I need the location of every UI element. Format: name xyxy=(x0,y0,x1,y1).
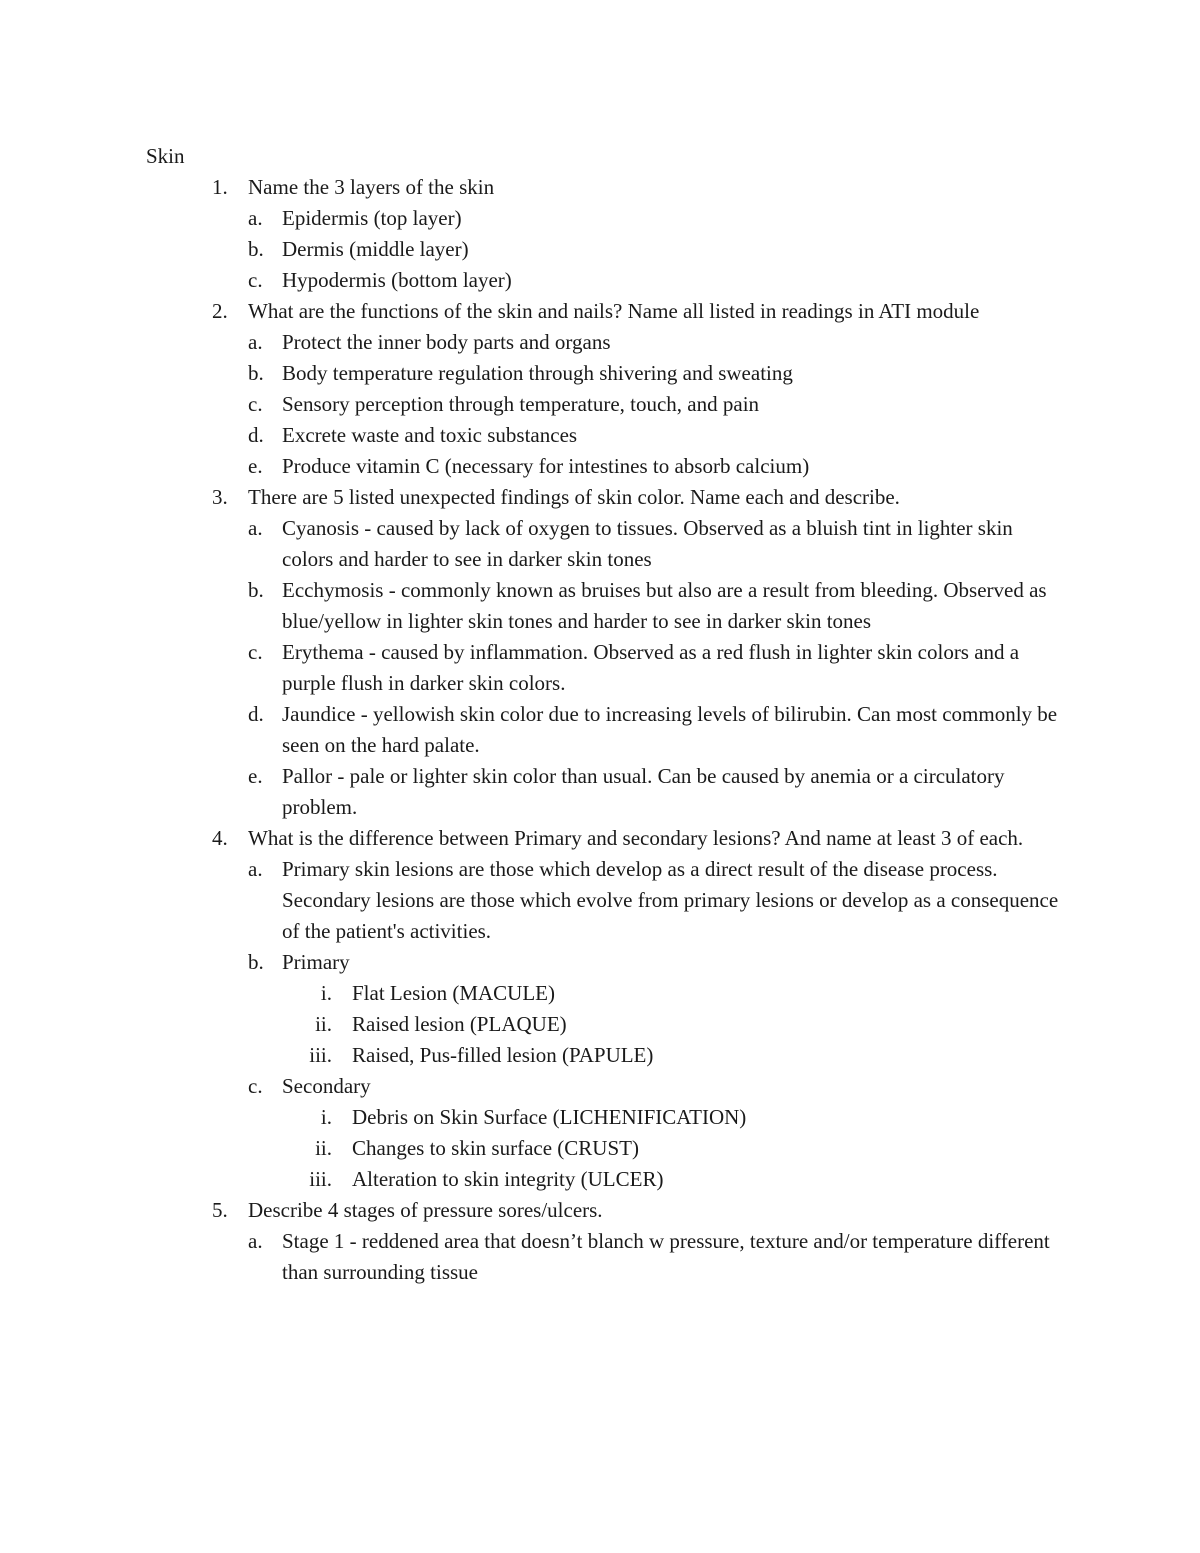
answer-text: Primary xyxy=(282,950,350,974)
answer-item xyxy=(0,854,1062,947)
answer-item xyxy=(0,265,1062,296)
answer-letter: a. xyxy=(248,206,263,230)
answer-letter: a. xyxy=(248,857,263,881)
document-title: Skin xyxy=(146,144,185,168)
answer-item xyxy=(0,1226,1062,1288)
sub-item-numeral: i. xyxy=(320,1105,332,1129)
answer-letter: a. xyxy=(248,516,263,540)
answer-text: Excrete waste and toxic substances xyxy=(282,423,578,447)
sub-item-text: Flat Lesion (MACULE) xyxy=(352,981,555,1005)
question-number: 2. xyxy=(212,299,228,323)
question-4 xyxy=(0,823,1058,854)
answer-text: Jaundice - yellowish skin color due to increasing levels of bilirubin. Can most commonly be seen on the hard palate. xyxy=(282,702,1058,757)
answer-text: Pallor - pale or lighter skin color than usual. Can be caused by anemia or a circulatory problem. xyxy=(282,764,1005,819)
answer-text: Sensory perception through temperature, touch, and pain xyxy=(282,392,760,416)
answer-letter: a. xyxy=(248,1229,263,1253)
sub-item xyxy=(0,1164,1052,1195)
answer-item xyxy=(0,420,1062,451)
answer-text: Epidermis (top layer) xyxy=(282,206,462,230)
sub-item xyxy=(0,1102,1052,1133)
answer-item xyxy=(0,575,1062,637)
question-list xyxy=(0,172,1200,1288)
question-text: There are 5 listed unexpected findings of skin color. Name each and describe. xyxy=(248,485,900,509)
question-number: 4. xyxy=(212,826,228,850)
question-text: Describe 4 stages of pressure sores/ulcers. xyxy=(248,1198,603,1222)
answer-text: Stage 1 - reddened area that doesn’t blanch w pressure, texture and/or temperature different than surrounding tissue xyxy=(282,1229,1050,1284)
answer-letter: b. xyxy=(248,950,264,974)
answer-text: Secondary xyxy=(282,1074,371,1098)
answer-item xyxy=(0,513,1062,575)
sub-item xyxy=(0,1040,1052,1071)
answer-text: Cyanosis - caused by lack of oxygen to tissues. Observed as a bluish tint in lighter skin colors and harder to see in darker skin tones xyxy=(282,516,1013,571)
answer-text: Body temperature regulation through shivering and sweating xyxy=(282,361,793,385)
sub-item-numeral: ii. xyxy=(315,1136,332,1160)
sub-item-numeral: iii. xyxy=(309,1043,332,1067)
answer-letter: c. xyxy=(248,1074,263,1098)
answer-text: Protect the inner body parts and organs xyxy=(282,330,611,354)
answer-item xyxy=(0,358,1062,389)
answer-text: Erythema - caused by inflammation. Observed as a red flush in lighter skin colors and a purple flush in darker skin colors. xyxy=(282,640,1020,695)
answer-letter: e. xyxy=(248,454,263,478)
sub-item xyxy=(0,1009,1052,1040)
question-number: 3. xyxy=(212,485,228,509)
answer-item xyxy=(0,451,1062,482)
question-number: 1. xyxy=(212,175,228,199)
sub-item xyxy=(0,1133,1052,1164)
answer-letter: d. xyxy=(248,702,264,726)
answer-letter: c. xyxy=(248,640,263,664)
sub-item-numeral: iii. xyxy=(309,1167,332,1191)
answer-text: Hypodermis (bottom layer) xyxy=(282,268,512,292)
answer-letter: b. xyxy=(248,578,264,602)
sub-item-text: Changes to skin surface (CRUST) xyxy=(352,1136,639,1160)
answer-item xyxy=(0,234,1062,265)
question-3 xyxy=(0,482,1058,513)
question-text: Name the 3 layers of the skin xyxy=(248,175,495,199)
sub-item-text: Raised lesion (PLAQUE) xyxy=(352,1012,567,1036)
answer-item xyxy=(0,761,1062,823)
answer-item xyxy=(0,389,1062,420)
question-2 xyxy=(0,296,1058,327)
question-text: What is the difference between Primary and secondary lesions? And name at least 3 of each. xyxy=(248,826,1024,850)
sub-item-text: Alteration to skin integrity (ULCER) xyxy=(352,1167,664,1191)
question-1 xyxy=(0,172,1058,203)
sub-item xyxy=(0,978,1052,1009)
answer-item xyxy=(0,947,1062,978)
question-number: 5. xyxy=(212,1198,228,1222)
question-text: What are the functions of the skin and nails? Name all listed in readings in ATI module xyxy=(248,299,980,323)
answer-letter: c. xyxy=(248,268,263,292)
answer-letter: a. xyxy=(248,330,263,354)
answer-item xyxy=(0,1071,1062,1102)
answer-item xyxy=(0,637,1062,699)
answer-letter: c. xyxy=(248,392,263,416)
answer-letter: d. xyxy=(248,423,264,447)
answer-text: Primary skin lesions are those which develop as a direct result of the disease process. Secondary lesions are those which evolve from primary lesions or develop as a consequence of the patient's activities. xyxy=(282,857,1059,943)
answer-item xyxy=(0,203,1062,234)
answer-item xyxy=(0,699,1062,761)
sub-item-text: Raised, Pus-filled lesion (PAPULE) xyxy=(352,1043,654,1067)
sub-item-numeral: i. xyxy=(320,981,332,1005)
answer-text: Dermis (middle layer) xyxy=(282,237,469,261)
sub-item-text: Debris on Skin Surface (LICHENIFICATION) xyxy=(352,1105,747,1129)
answer-letter: b. xyxy=(248,237,264,261)
answer-letter: b. xyxy=(248,361,264,385)
answer-text: Produce vitamin C (necessary for intestines to absorb calcium) xyxy=(282,454,810,478)
question-5 xyxy=(0,1195,1058,1226)
answer-letter: e. xyxy=(248,764,263,788)
answer-text: Ecchymosis - commonly known as bruises but also are a result from bleeding. Observed as blue/yellow in lighter skin tones and harder to see in darker skin tones xyxy=(282,578,1047,633)
sub-item-numeral: ii. xyxy=(315,1012,332,1036)
answer-item xyxy=(0,327,1062,358)
